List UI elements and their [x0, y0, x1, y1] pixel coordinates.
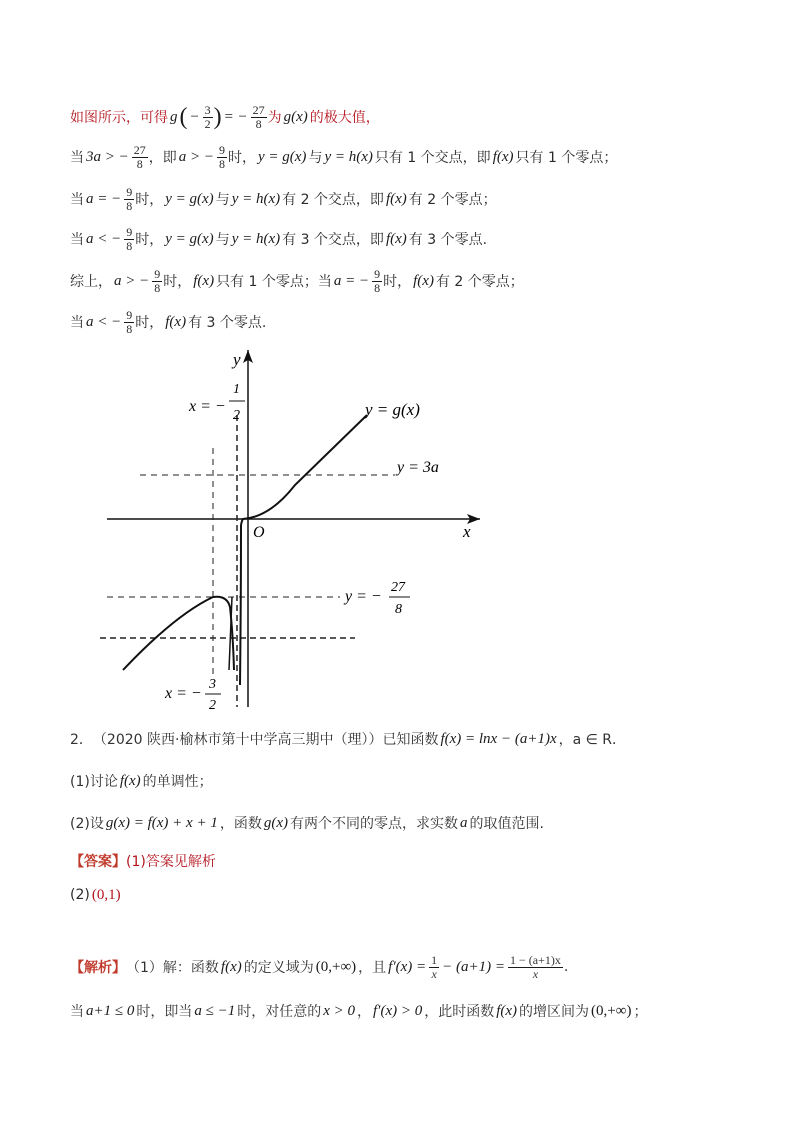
math: f(x) — [496, 1002, 518, 1019]
text: 为 — [267, 110, 282, 126]
text: 的单调性； — [142, 774, 213, 790]
frac-num: 1 − (a+1)x — [509, 952, 561, 967]
math: f(x) — [119, 772, 141, 789]
answer-part-1: (1)答案见解析 — [126, 854, 216, 870]
fraction — [429, 954, 439, 981]
xmax-label: x = − — [165, 685, 202, 702]
text: ，且 — [358, 960, 387, 976]
math-fn: g(x) — [283, 108, 308, 125]
text: 时， — [135, 232, 164, 248]
text: ，a ∈ R． — [558, 732, 627, 748]
analysis-line — [70, 950, 754, 984]
asymptote-num: 1 — [233, 382, 240, 397]
text: 如图所示，可得 — [70, 110, 168, 126]
frac-num: 27 — [252, 102, 265, 117]
text: 当 — [70, 150, 84, 166]
frac-den: 8 — [219, 156, 225, 171]
asymptote-label: x = − — [189, 398, 226, 415]
frac-den: 8 — [374, 280, 381, 295]
text: 时，即当 — [136, 1004, 193, 1020]
math: f′(x) = — [388, 958, 427, 975]
text: (2)设 — [70, 816, 104, 832]
text: 时， — [135, 192, 164, 208]
math: a > − — [178, 148, 214, 165]
frac-den: x — [431, 966, 437, 981]
text: 时， — [135, 315, 164, 331]
math: f(x) — [165, 313, 187, 330]
math: f(x) = lnx − (a+1)x — [440, 730, 557, 747]
text: 的增区间为 — [519, 1004, 590, 1020]
problem-part-2 — [70, 808, 754, 838]
answer-part-2-line — [70, 882, 754, 908]
frac-den: 8 — [126, 321, 133, 336]
curve-label: y = g(x) — [365, 400, 420, 419]
math: (0,1) — [91, 886, 121, 903]
analysis-tag: 【解析】 — [70, 960, 126, 976]
answer-line — [70, 848, 754, 874]
math: f(x) — [193, 272, 215, 289]
solution-line-6 — [70, 305, 754, 339]
math: a = − — [333, 272, 370, 289]
frac-den: 8 — [255, 116, 262, 131]
math: f(x) — [413, 272, 434, 289]
text: ； — [633, 1004, 648, 1020]
text: ，此时函数 — [424, 1004, 495, 1020]
math: a < − — [86, 313, 122, 330]
text: 当 — [70, 1004, 84, 1020]
text: 有 3 个零点. — [188, 315, 267, 331]
text: 有 2 个零点； — [435, 274, 524, 290]
curve-asymptote-branch — [240, 525, 241, 685]
solution-line-3 — [70, 182, 754, 216]
math: y = h(x) — [231, 230, 281, 247]
text: 的取值范围. — [469, 816, 544, 832]
solution-line-5 — [70, 264, 754, 298]
text: 只有 1 个零点；当 — [216, 274, 332, 290]
text: 有 3 个零点. — [408, 232, 488, 248]
text: ， — [357, 1004, 371, 1020]
math: g(x) — [263, 814, 288, 831]
frac-den: 8 — [154, 280, 161, 295]
solution-line-4 — [70, 222, 754, 256]
line-3a-label: y = 3a — [397, 459, 439, 476]
text: (1)讨论 — [70, 774, 118, 790]
math: f(x) — [385, 190, 407, 207]
solution-line-2 — [70, 140, 754, 174]
y-axis-label: y — [233, 350, 241, 369]
text: 有 2 个零点； — [408, 192, 497, 208]
function-graph — [95, 345, 495, 710]
fraction — [124, 309, 134, 336]
math: y = g(x) — [165, 230, 214, 247]
fraction — [124, 226, 134, 253]
frac-num: 9 — [219, 142, 225, 157]
text: 有两个不同的零点，求实数 — [290, 816, 458, 832]
text: 时，对任意的 — [237, 1004, 322, 1020]
problem-statement — [70, 724, 754, 754]
curve-left-branch — [123, 597, 234, 670]
fraction — [124, 186, 134, 213]
frac-num: 9 — [126, 224, 133, 239]
math: a ≤ −1 — [194, 1002, 236, 1019]
solution-line-1 — [70, 100, 754, 134]
math: (0,+∞) — [591, 1002, 632, 1019]
frac-num: 9 — [126, 307, 133, 322]
answer-tag: 【答案】 — [70, 854, 126, 870]
xmax-num: 3 — [209, 677, 216, 692]
text: 时， — [383, 274, 412, 290]
math: (0,+∞) — [315, 958, 357, 975]
frac-num: 3 — [204, 102, 211, 117]
fraction — [132, 144, 148, 171]
asymptote-den: 2 — [233, 408, 240, 423]
text: 当 — [70, 192, 84, 208]
problem-part-1 — [70, 766, 754, 796]
fraction — [372, 268, 382, 295]
text: . — [563, 959, 569, 975]
analysis-line-2 — [70, 996, 754, 1026]
math: y = g(x) — [165, 190, 214, 207]
bracket-right: ) — [213, 104, 222, 130]
x-axis-label: x — [463, 522, 471, 541]
math: a+1 ≤ 0 — [86, 1002, 135, 1019]
text: 有 3 个交点，即 — [282, 232, 384, 248]
math: f(x) — [220, 958, 242, 975]
math: a < − — [86, 230, 122, 247]
text: 当 — [70, 315, 84, 331]
text: 的极大值， — [309, 110, 380, 126]
math: = − — [223, 108, 248, 125]
math: 3a > − — [86, 148, 129, 165]
text: 综上， — [70, 274, 112, 290]
text: 与 — [215, 192, 230, 208]
fraction — [217, 144, 227, 171]
frac-num: 1 — [431, 952, 438, 967]
math: f(x) — [492, 148, 514, 165]
math: a — [460, 814, 468, 831]
text: ，即 — [148, 150, 177, 166]
minus: − — [189, 108, 200, 125]
text: 有 2 个交点，即 — [282, 192, 384, 208]
frac-den: 8 — [126, 238, 133, 253]
text: (2) — [70, 887, 90, 903]
math: a > − — [114, 272, 150, 289]
max-num: 27 — [391, 580, 405, 595]
math: g(x) = f(x) + x + 1 — [105, 814, 218, 831]
text: ，函数 — [219, 816, 262, 832]
frac-num: 9 — [126, 184, 133, 199]
text: （1）解：函数 — [126, 960, 219, 976]
fraction — [251, 104, 267, 131]
frac-den: 2 — [204, 116, 211, 131]
text: 与 — [215, 232, 230, 248]
max-den: 8 — [395, 602, 402, 617]
math: a = − — [86, 190, 122, 207]
origin-label: O — [253, 524, 265, 541]
math-fn: g — [170, 108, 178, 125]
xmax-den: 2 — [209, 698, 216, 710]
frac-num: 9 — [154, 266, 161, 281]
text: 的定义域为 — [243, 960, 314, 976]
text: 只有 1 个交点，即 — [374, 150, 491, 166]
text: 与 — [308, 150, 323, 166]
fraction — [203, 104, 213, 131]
problem-number: 2． — [70, 732, 93, 748]
text: 时， — [228, 150, 256, 166]
frac-den: 8 — [126, 198, 133, 213]
frac-num: 9 — [374, 266, 381, 281]
max-label: y = − — [345, 588, 382, 605]
fraction — [508, 954, 563, 981]
text: 只有 1 个零点； — [515, 150, 618, 166]
problem-source: （2020 陕西·榆林市第十中学高三期中（理））已知函数 — [92, 732, 439, 748]
frac-den: 8 — [136, 156, 143, 171]
text: 当 — [70, 232, 84, 248]
frac-num: 27 — [133, 142, 146, 157]
math: y = g(x) — [258, 148, 307, 165]
fraction — [152, 268, 162, 295]
math: − (a+1) = — [442, 958, 505, 975]
text: 时， — [163, 274, 192, 290]
math: f(x) — [385, 230, 407, 247]
math: f′(x) > 0 — [373, 1002, 423, 1019]
bracket-left: ( — [179, 104, 188, 130]
curve-right-branch — [241, 415, 367, 525]
math: y = h(x) — [231, 190, 281, 207]
frac-den: x — [532, 966, 539, 981]
math: x > 0 — [323, 1002, 355, 1019]
math: y = h(x) — [324, 148, 373, 165]
